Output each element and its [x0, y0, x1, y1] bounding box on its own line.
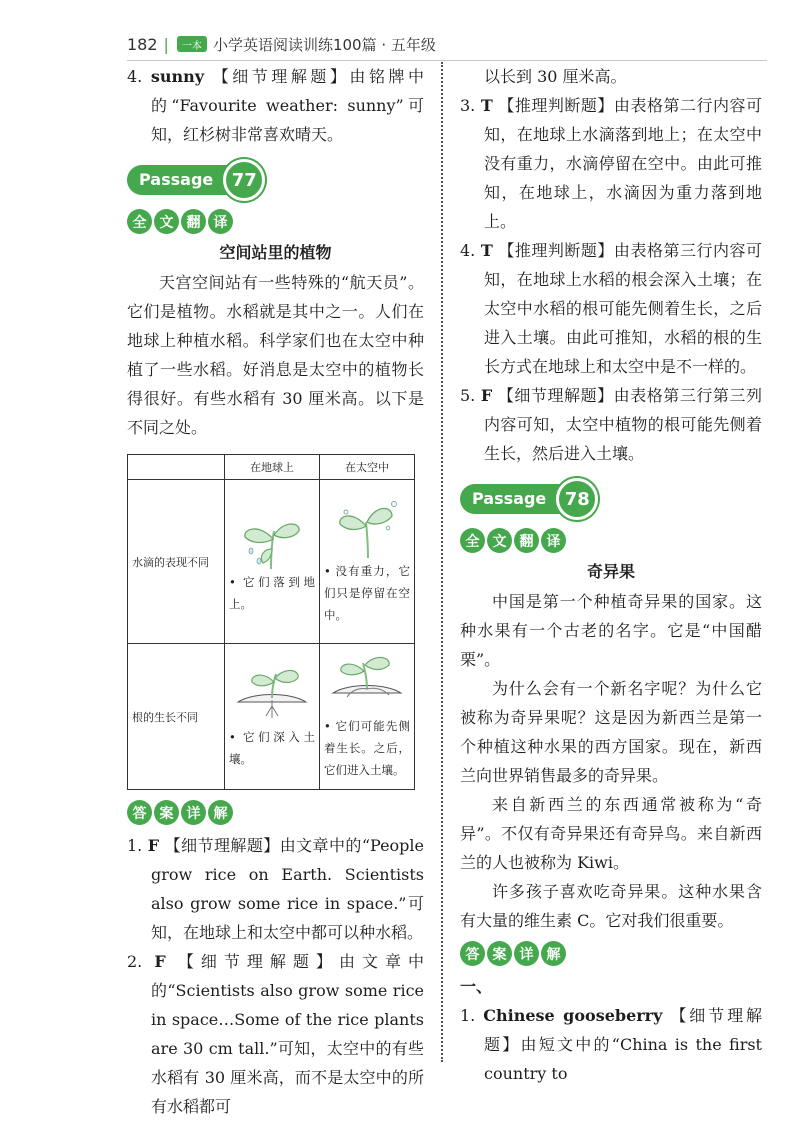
answer-number: 4.	[460, 241, 481, 260]
story-paragraph: 中国是第一个种植奇异果的国家。这种水果有一个古老的名字。它是“中国醋栗”。	[460, 592, 762, 669]
translation-tag	[127, 209, 424, 234]
tag-char: 文	[154, 209, 179, 234]
tag-char: 解	[541, 941, 566, 966]
table-row	[128, 480, 415, 644]
tag-char: 翻	[181, 209, 206, 234]
book-title: 小学英语阅读训练100篇 · 五年级	[212, 35, 436, 54]
answer-explanation: 【推理判断题】由表格第二行内容可知，在地球上水滴落到地上；在太空中没有重力，水滴停留在空中。由此可推知，在地球上，水滴因为重力落到地上。	[484, 96, 763, 231]
tag-char: 详	[181, 800, 206, 825]
story-title: 奇异果	[586, 562, 635, 581]
tag-char: 译	[541, 528, 566, 553]
right-column	[460, 62, 762, 1088]
answer-item-4	[127, 62, 424, 149]
tag-char: 案	[487, 941, 512, 966]
story-paragraph: 许多孩子喜欢吃奇异果。这种水果含有大量的维生素 C。它对我们很重要。	[460, 882, 762, 930]
page-number: 182	[127, 34, 158, 54]
answer-number: 4.	[127, 67, 151, 86]
table-header-row	[128, 455, 415, 480]
translation-tag	[460, 528, 762, 553]
answer-key: F	[480, 386, 493, 405]
seedling-water-drop-illustration	[237, 509, 307, 571]
answer-key: T	[480, 241, 493, 260]
story-paragraph: 为什么会有一个新名字呢？为什么它被称为奇异果呢？这是因为新西兰是第一个种植这种水果的西方国家。现在，新西兰向世界销售最多的奇异果。	[460, 679, 762, 785]
passage-number: 78	[556, 478, 598, 520]
header-separator: |	[163, 34, 169, 54]
tag-char: 案	[154, 800, 179, 825]
answer-explanation: 【推理判断题】由表格第三行内容可知，在地球上水稻的根会深入土壤；在太空中水稻的根可能先侧着生长，之后进入土壤。由此可推知，水稻的根的生长方式在地球上和太空中是不一样的。	[484, 241, 763, 376]
answer-key: Chinese gooseberry	[483, 1006, 663, 1025]
answer-tag	[460, 941, 762, 966]
table-row	[128, 644, 415, 790]
tag-char: 译	[208, 209, 233, 234]
row-label: 根的生长不同	[128, 644, 225, 790]
answer-number: 2.	[127, 952, 155, 971]
answer-number: 3.	[460, 96, 481, 115]
answer-number: 1.	[127, 836, 148, 855]
page-header	[127, 32, 436, 56]
section-heading: 一、	[460, 977, 493, 996]
story-paragraph: 来自新西兰的东西通常被称为“奇异”。不仅有奇异果还有奇异鸟。来自新西兰的人也被称为 Kiwi。	[460, 795, 762, 872]
tag-char: 解	[208, 800, 233, 825]
table-cell	[225, 644, 320, 790]
answer-item-1	[460, 1001, 762, 1088]
answer-item-4	[460, 236, 762, 381]
cell-text: • 没有重力，它们只是停留在空中。	[324, 563, 410, 622]
answer-number: 5.	[460, 386, 481, 405]
story-title: 空间站里的植物	[219, 243, 332, 262]
answer-explanation: 【细节理解题】由文章中的“People grow rice on Earth. Scientists also grow some rice in space.”可知，在地球上和太空中都可以种水稻。	[151, 836, 424, 942]
answer-explanation: 【细节理解题】由短文中的“China is the first country to	[484, 1006, 762, 1083]
seedling-roots-down-illustration	[234, 664, 310, 726]
book-logo: 一本	[177, 36, 207, 52]
tag-char: 翻	[514, 528, 539, 553]
row-label: 水滴的表现不同	[128, 480, 225, 644]
seedling-roots-sideways-illustration	[329, 653, 405, 715]
table-cell	[320, 480, 415, 644]
answer-key: F	[147, 836, 160, 855]
answer-continuation: 以长到 30 厘米高。	[484, 67, 627, 86]
answer-explanation: 【细节理解题】由表格第三行第三列内容可知，太空中植物的根可能先侧着生长，然后进入土壤。	[484, 386, 762, 463]
answer-tag	[127, 800, 424, 825]
tag-char: 全	[127, 209, 152, 234]
answer-key: sunny	[150, 67, 205, 86]
left-column	[127, 62, 424, 1121]
cell-text: • 它们落到地上。	[229, 574, 315, 611]
story-paragraph: 天宫空间站有一些特殊的“航天员”。它们是植物。水稻就是其中之一。人们在地球上种植水稻。科学家们也在太空中种植了一些水稻。好消息是太空中的植物长得很好。有些水稻有 30 厘米高。以下是不同之处。	[127, 273, 424, 437]
comparison-table	[127, 454, 415, 790]
answer-item-5	[460, 381, 762, 468]
answer-explanation: 【细节理解题】由文章中的“Scientists also grow some rice in space…Some of the rice plants are 30 cm tall.”可知，太空中的有些水稻有 30 厘米高，而不是太空中的所有水稻都可	[151, 952, 424, 1116]
column-divider	[441, 62, 443, 1062]
answer-item-3	[460, 91, 762, 236]
table-cell	[320, 644, 415, 790]
answer-item-2	[127, 947, 424, 1121]
header-rule	[127, 60, 767, 61]
tag-char: 详	[514, 941, 539, 966]
answer-number: 1.	[460, 1006, 484, 1025]
passage-number: 77	[223, 159, 265, 201]
table-header-cell: 在太空中	[320, 455, 415, 480]
passage-label: Passage	[127, 165, 237, 195]
table-header-cell: 在地球上	[225, 455, 320, 480]
tag-char: 答	[127, 800, 152, 825]
cell-text: • 它们可能先侧着生长。之后，它们进入土壤。	[324, 718, 410, 777]
seedling-floating-drops-illustration	[332, 498, 402, 560]
answer-explanation: 【细节理解题】由铭牌中的“Favourite weather: sunny”可知，红杉树非常喜欢晴天。	[151, 67, 424, 144]
passage-label: Passage	[460, 484, 570, 514]
passage-78-badge	[460, 478, 762, 520]
table-header-cell	[128, 455, 225, 480]
answer-key: T	[480, 96, 493, 115]
answer-item-1	[127, 831, 424, 947]
tag-char: 全	[460, 528, 485, 553]
table-cell	[225, 480, 320, 644]
cell-text: • 它们深入土壤。	[229, 729, 315, 766]
tag-char: 文	[487, 528, 512, 553]
passage-77-badge	[127, 159, 424, 201]
answer-key: F	[154, 952, 166, 971]
tag-char: 答	[460, 941, 485, 966]
